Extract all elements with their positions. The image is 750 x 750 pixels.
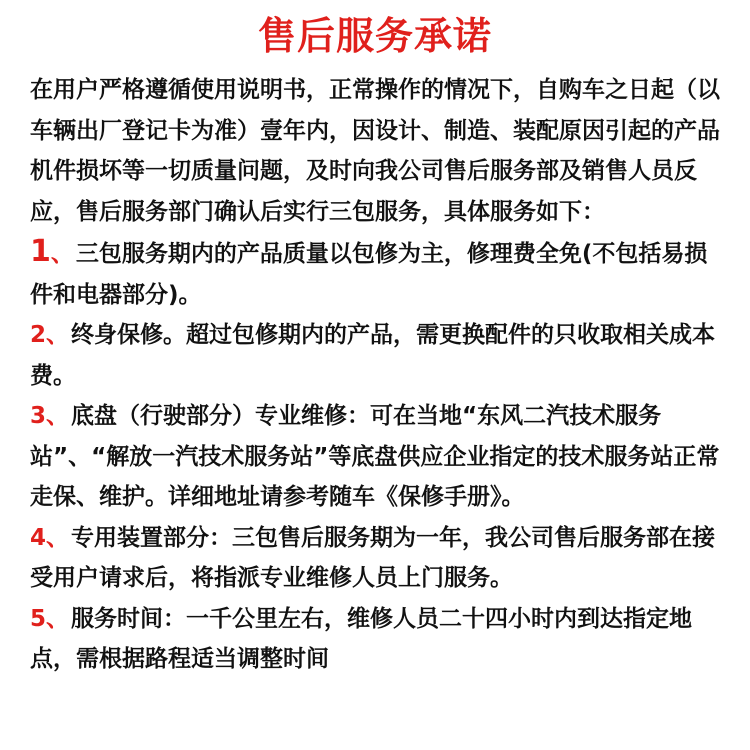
item-separator-5: 、: [46, 605, 70, 632]
item-separator-1: 、: [50, 241, 74, 267]
item-separator-2: 、: [46, 322, 70, 348]
item-text-4: 专用装置部分：三包售后服务期为一年，我公司售后服务部在接受用户请求后，将指派专业维修人员上门服务。: [30, 524, 716, 591]
list-item-1: [30, 232, 720, 315]
list-item-2: [30, 315, 720, 396]
item-text-3: 底盘（行驶部分）专业维修：可在当地“东风二汽技术服务站”、“解放一汽技术服务站”等底盘供应企业指定的技术服务站正常走保、维护。详细地址请参考随车《保修手册》。: [30, 403, 720, 510]
item-number-1: 1: [30, 234, 51, 269]
item-number-2: 2: [30, 322, 47, 348]
item-text-5: 服务时间：一千公里左右，维修人员二十四小时内到达指定地点，需根据路程适当调整时间: [30, 605, 693, 672]
item-separator-4: 、: [46, 524, 70, 551]
list-item-3: [30, 396, 720, 518]
item-number-5: 5: [30, 605, 47, 632]
intro-paragraph: 在用户严格遵循使用说明书，正常操作的情况下，自购车之日起（以车辆出厂登记卡为准）壹年内，因设计、制造、装配原因引起的产品机件损坏等一切质量问题，及时向我公司售后服务部及销售人员反应，售后服务部门确认后实行三包服务，具体服务如下：: [30, 77, 720, 225]
item-separator-3: 、: [46, 403, 70, 429]
list-item-5: [30, 599, 720, 680]
page-title: 售后服务承诺: [257, 14, 492, 58]
item-number-4: 4: [30, 524, 47, 551]
item-number-3: 3: [30, 403, 47, 429]
item-text-1: 三包服务期内的产品质量以包修为主，修理费全免(不包括易损件和电器部分)。: [30, 241, 708, 308]
item-text-2: 终身保修。超过包修期内的产品，需更换配件的只收取相关成本费。: [30, 322, 716, 389]
list-item-4: [30, 518, 720, 599]
